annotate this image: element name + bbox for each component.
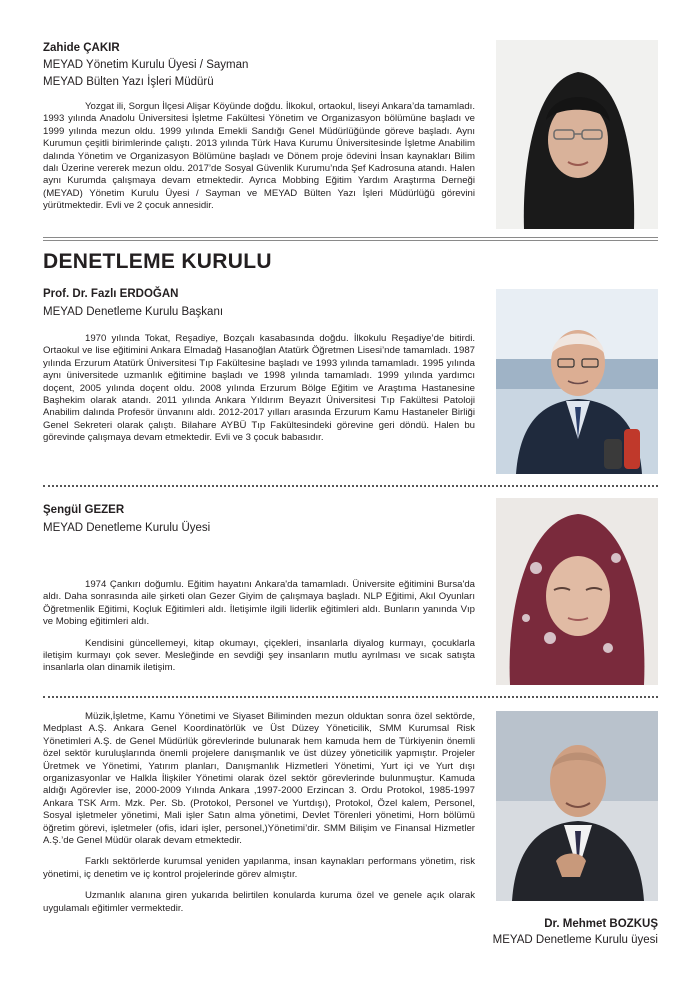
person-role: MEYAD Denetleme Kurulu Başkanı: [43, 306, 224, 318]
dotted-divider: [43, 696, 658, 698]
person-role: MEYAD Bülten Yazı İşleri Müdürü: [43, 76, 214, 88]
bio-paragraph: Müzik,İşletme, Kamu Yönetimi ve Siyaset Biliminden mezun olduktan sonra özel sektörde, Medplast A.Ş. Ankara Genel Koordinatörlük ve Üst Düzey Yöneticilik, SMM Kurumsal Risk Yönetimleri A.Ş. de Genel Müdürlük görevlerinde bulunarak hem kamuda hem de Türkiyenin önemli özel sektör kuruluşlarında önemli projelere danışmanlık ve üst düzey yöneticilik yapmıştır. Projeler Üretmek ve Yönetimi, Yatırım planları, Danışmanlık Hizmetleri Yönetimi, Yurt içi ve Yurt dışı organizasyonlar ve Halkla İlişkiler Yönetimi olarak özel sektör görevlerinde bulunmuştur. Kamuda aldığı Agörevler ise, 2000-2009 Yılında Ankara ,1997-2000 Erzincan 3. Ordu Protokol, 1985-1997 Ankara TSK Arm. Mzk. Per. Sb. (Protokol, Personel ve Yurtdışı), Protokol, Özel kalem, Personel, Sosyal işletmeler yönetimi, Mali işler Satın alma yönetimi, Devlet Törenleri yönetimi, Horn bölümü öğretim görevi, işletmeler (ofis, idari işler, personel,)Yönetimi’dir. SMM Bilişim ve Finansal Hizmetler A.Ş.’de Genel Müdür olarak devam etmektedir.: [43, 711, 475, 847]
person-bio: [43, 333, 475, 445]
dotted-divider: [43, 485, 658, 487]
person-bio: [43, 711, 475, 915]
section-title: DENETLEME KURULU: [43, 250, 272, 273]
bio-paragraph: Farklı sektörlerde kurumsal yeniden yapılanma, insan kaynakları performans yönetim, risk yönetimi, iç denetim ve iç kontrol projelerinde görev almıştır.: [43, 856, 475, 880]
person-name: Zahide ÇAKIR: [43, 42, 120, 54]
bio-paragraph: 1970 yılında Tokat, Reşadiye, Bozçalı kasabasında doğdu. İlkokulu Reşadiye’de bitirdi. Ortaokul ve lise eğitimini Ankara Elmadağ Hasanoğlan Atatürk Öğretmen Lisesi’nde tamamladı. 1987 yılında Erzurum Atatürk Üniversitesi Tıp Fakültesine başladı ve 1993 yılında tamamladı. 1995 yılında aynı üniversitede uzmanlık eğitimine başladı ve 1998 yılında tamamladı. 1999 yılında yardımcı doçent, 2005 yılında doçent oldu. 2008 yılında Erzurum Bölge Eğitim ve Araştıma Hastanesine Başhekim olarak atandı. 2011 yılında Ankara Yıldırım Beyazıt Üniversitesi Tıp Fakültesi Patoloji Anabilim dalında Profesör ünvanını aldı. 2012-2017 yılları arasında Erzurum Kamu Hastaneler Birliği Genel Sekreteri olarak çalıştı. Bilahare AYBÜ Tıp Fakültesindeki görevine geri döndü. Halen bu görevinde çalışmaya devam etmektedir. Evli ve 3 çocuk babasıdır.: [43, 333, 475, 444]
portrait-photo: [496, 498, 658, 685]
person-role: MEYAD Denetleme Kurulu Üyesi: [43, 522, 211, 534]
person-name: Şengül GEZER: [43, 504, 125, 516]
bio-paragraph: Yozgat ili, Sorgun İlçesi Alişar Köyünde doğdu. İlkokul, ortaokul, liseyi Ankara’da tamamladı. 1993 yılında Anadolu Üniversitesi İşletme Fakültesi Yönetim ve Organizasyon bölümüne başladı ve 1999 yılında mezun oldu. 1999 yılında Emekli Sandığı Genel Müdürlüğünde göreve başladı. Aynı Kurumun çeşitli birimlerinde çalıştı. 2013 yılında Türk Hava Kurumu Üniversitesinde İşletme Anabilim dalında Yönetim ve Organizasyon Bölümüne başladı ve Dönem proje ödevini İnsan kaynakları Bilim dalı Üzerine vererek mezun oldu. 2017’de Sosyal Güvenlik Kurumu’nda Şef Kadrosuna atandı. Halen aynı Kurumda çalışmaya devam etmektedir. Ayrıca Mobbing Eğitim Yardım Araştırma Derneği (MEYAD) Yönetim Kurulu Üyesi / Sayman ve MEYAD Bülten Yazı İşleri Müdürlüğü görevini yürütmektedir. Evli ve 2 çocuk annesidir.: [43, 101, 475, 212]
bio-paragraph: Kendisini güncellemeyi, kitap okumayı, çiçekleri, insanlarla diyalog kurmayı, çocuklarla iletişim kurmayı çok sever. Mesleğinde en sevdiği şey insanların mutlu ayrılması ve sıcak satışta insanlarla olan dinamik iletişim.: [43, 637, 475, 674]
person-bio: [43, 579, 475, 675]
person-bio: [43, 101, 475, 213]
bio-paragraph: Uzmanlık alanına giren yukarıda belirtilen konularda kuruma özel ve genele açık olarak uygulamalı eğitimler vermektedir.: [43, 890, 475, 914]
section-divider: [43, 237, 658, 241]
bio-paragraph: 1974 Çankırı doğumlu. Eğitim hayatını Ankara'da tamamladı. Üniversite eğitimini Bursa'da aldı. Daha sonrasında aile şirketi olan Gezer Giyim de çalışmaya başladı. NLP Eğitimi, Akıl Oyunları Öğretmenlik Eğitimi, Koçluk Eğitimleri aldı. İletişimle ilgili liderlik eğitimleri aldı. Bunların yanında Vıp ve Mobing eğitimleri aldı.: [43, 579, 475, 628]
portrait-photo: [496, 289, 658, 474]
portrait-photo: [496, 40, 658, 229]
person-role: MEYAD Denetleme Kurulu üyesi: [492, 934, 658, 946]
person-name: Prof. Dr. Fazlı ERDOĞAN: [43, 288, 179, 300]
person-name: Dr. Mehmet BOZKUŞ: [544, 918, 658, 930]
person-role: MEYAD Yönetim Kurulu Üyesi / Sayman: [43, 59, 249, 71]
portrait-photo: [496, 711, 658, 901]
